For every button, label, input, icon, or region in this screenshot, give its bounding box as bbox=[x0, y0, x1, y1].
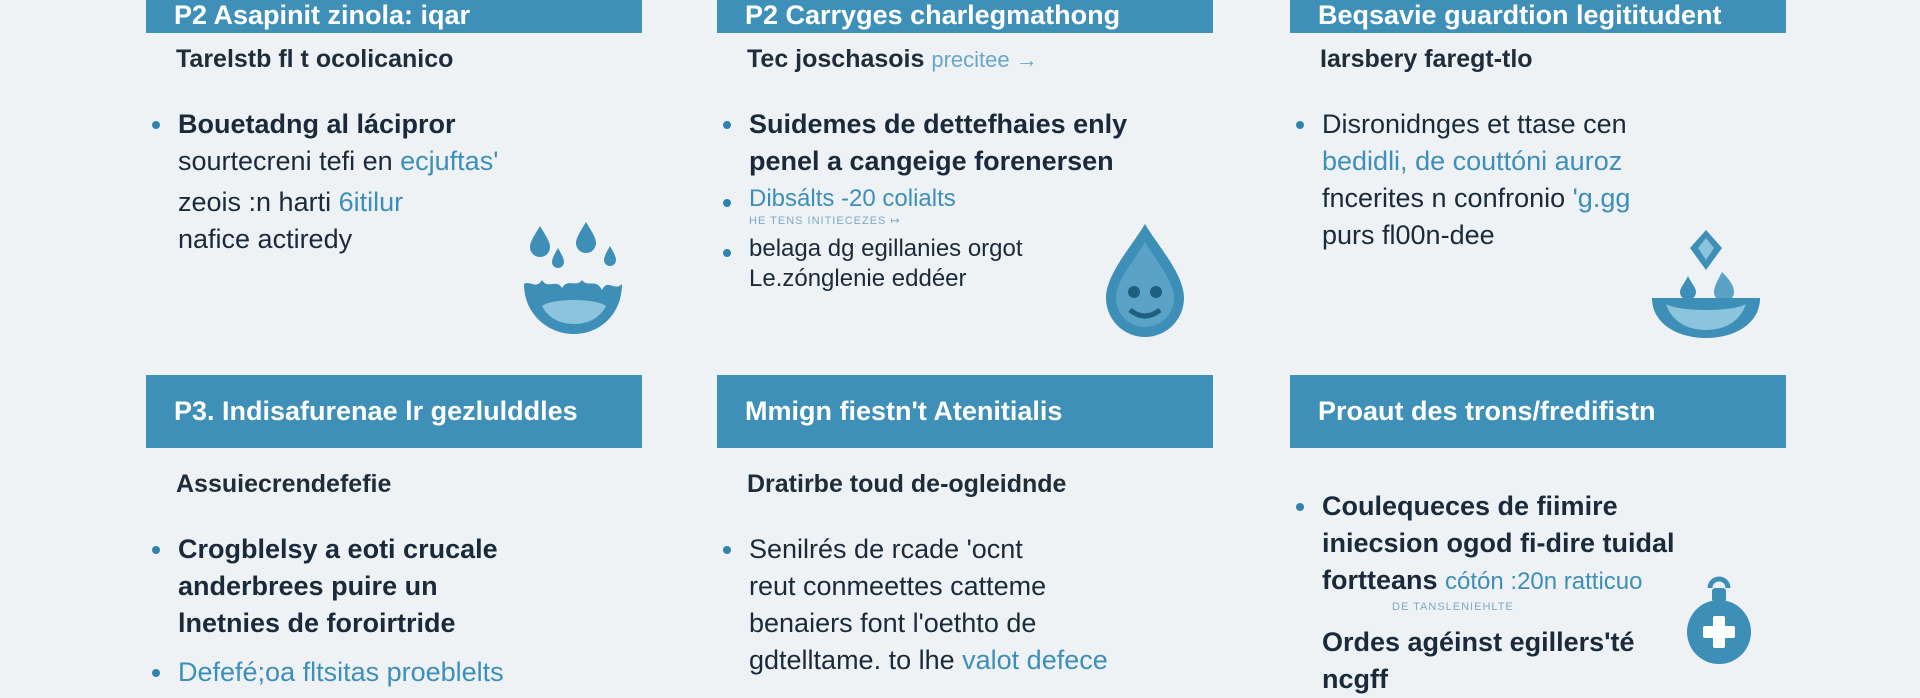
list-item bbox=[146, 531, 644, 642]
card-4-subtitle-text: Assuiecrendefefie bbox=[176, 470, 392, 498]
card-3-header bbox=[1290, 0, 1786, 33]
card-1-subtitle-text: Tarelstb fl t ocolicanico bbox=[176, 45, 454, 73]
card-4-line: Defefé;oa fltsitas proeblelts bbox=[178, 657, 504, 687]
card-6-line: Coulequeces de fiimire bbox=[1322, 491, 1618, 521]
card-6-header bbox=[1290, 375, 1786, 448]
card-6-line: Ordes agéinst egillers'té bbox=[1322, 627, 1635, 657]
card-5-title: Mmign fiestn't Atenitialis bbox=[745, 396, 1063, 426]
card-4 bbox=[146, 375, 644, 691]
card-1-line-part: sourtecreni tefi en bbox=[178, 146, 393, 176]
card-3 bbox=[1290, 0, 1788, 254]
card-2-line: HE TENS INITIECEZES ↦ bbox=[749, 215, 901, 227]
card-5-subtitle bbox=[747, 470, 1215, 499]
card-1-line bbox=[178, 143, 644, 180]
card-1-line-part: 6itilur bbox=[338, 187, 404, 217]
card-6-line: ncgff bbox=[1322, 664, 1388, 694]
card-3-line: Disronidnges et ttase cen bbox=[1322, 109, 1627, 139]
card-2-line: Le.zónglenie eddéer bbox=[749, 265, 967, 292]
card-4-subtitle bbox=[176, 470, 644, 499]
card-3-line bbox=[1322, 180, 1788, 217]
card-1 bbox=[146, 0, 644, 258]
card-2-line: belaga dg egillanies orgot bbox=[749, 235, 1023, 262]
card-5-line-part: valot defece bbox=[962, 645, 1108, 675]
card-4-line: anderbrees puire un bbox=[178, 571, 438, 601]
card-5-subtitle-text: Dratirbe toud de-ogleidnde bbox=[747, 470, 1067, 498]
card-3-subtitle bbox=[1320, 45, 1788, 74]
medical-bag-icon bbox=[1684, 574, 1754, 671]
card-2-title: P2 Carryges charlegmathong bbox=[745, 0, 1121, 30]
card-1-line: nafice actiredy bbox=[178, 224, 353, 254]
diamond-drop-bowl-icon bbox=[1648, 228, 1764, 345]
card-1-line: Bouetadng al lácipror bbox=[178, 109, 456, 139]
card-5-line-part: gdtelltame. to lhe bbox=[749, 645, 955, 675]
card-1-subtitle bbox=[176, 45, 644, 74]
water-drops-bowl-icon bbox=[518, 222, 628, 347]
card-5-header bbox=[717, 375, 1213, 448]
card-5-line: reut conmeettes catteme bbox=[749, 571, 1047, 601]
list-item bbox=[717, 106, 1215, 180]
card-5 bbox=[717, 375, 1215, 679]
card-4-title: P3. Indisafurenae lr gezlulddles bbox=[174, 396, 578, 426]
card-2-line: Suidemes de dettefhaies enly bbox=[749, 109, 1128, 139]
list-item bbox=[717, 531, 1215, 679]
card-2-line: penel a cangeige forenersen bbox=[749, 146, 1114, 176]
card-5-list bbox=[717, 531, 1215, 679]
card-1-line-part: zeois :n harti bbox=[178, 187, 332, 217]
card-2-subtitle-text: Tec joschasois bbox=[747, 45, 925, 73]
card-3-title: Beqsavie guardtion legititudent bbox=[1318, 0, 1722, 30]
card-2-line: Dibsálts -20 colialts bbox=[749, 185, 956, 212]
card-6-line: DE TANSLENIEHLTE bbox=[1392, 601, 1514, 613]
card-6-line-part: fortteans bbox=[1322, 565, 1438, 595]
card-6-line-part: cótón :20n ratticuo bbox=[1445, 568, 1643, 595]
card-1-line-part: ecjuftas' bbox=[400, 146, 499, 176]
card-2-subtitle-muted: precitee → bbox=[931, 47, 1038, 72]
card-3-line-part: fncerites n confronio bbox=[1322, 183, 1566, 213]
card-4-line: Crogblelsy a eoti crucale bbox=[178, 534, 498, 564]
card-5-line bbox=[749, 642, 1215, 679]
card-6-title: Proaut des trons/fredifistn bbox=[1318, 396, 1656, 426]
card-5-line: Senilrés de rcade 'ocnt bbox=[749, 534, 1023, 564]
card-6-line: iniecsion ogod fi-dire tuidal bbox=[1322, 528, 1675, 558]
card-4-list bbox=[146, 531, 644, 691]
list-item bbox=[146, 654, 644, 691]
card-2-subtitle bbox=[747, 45, 1215, 74]
card-5-line: benaiers font l'oethto de bbox=[749, 608, 1037, 638]
water-drop-face-icon bbox=[1102, 222, 1188, 345]
card-3-subtitle-text: Iarsbery faregt-tlo bbox=[1320, 45, 1533, 73]
card-3-line: purs fl00n-dee bbox=[1322, 220, 1495, 250]
card-1-line bbox=[178, 184, 644, 221]
card-3-line: bedidli, de couttóni auroz bbox=[1322, 146, 1623, 176]
card-1-header bbox=[146, 0, 642, 33]
card-4-header bbox=[146, 375, 642, 448]
card-4-line: lnetnies de foroirtride bbox=[178, 608, 456, 638]
card-2-header bbox=[717, 0, 1213, 33]
card-1-title: P2 Asapinit zinola: iqar bbox=[174, 0, 471, 30]
card-3-line-part: 'g.gg bbox=[1572, 183, 1631, 213]
